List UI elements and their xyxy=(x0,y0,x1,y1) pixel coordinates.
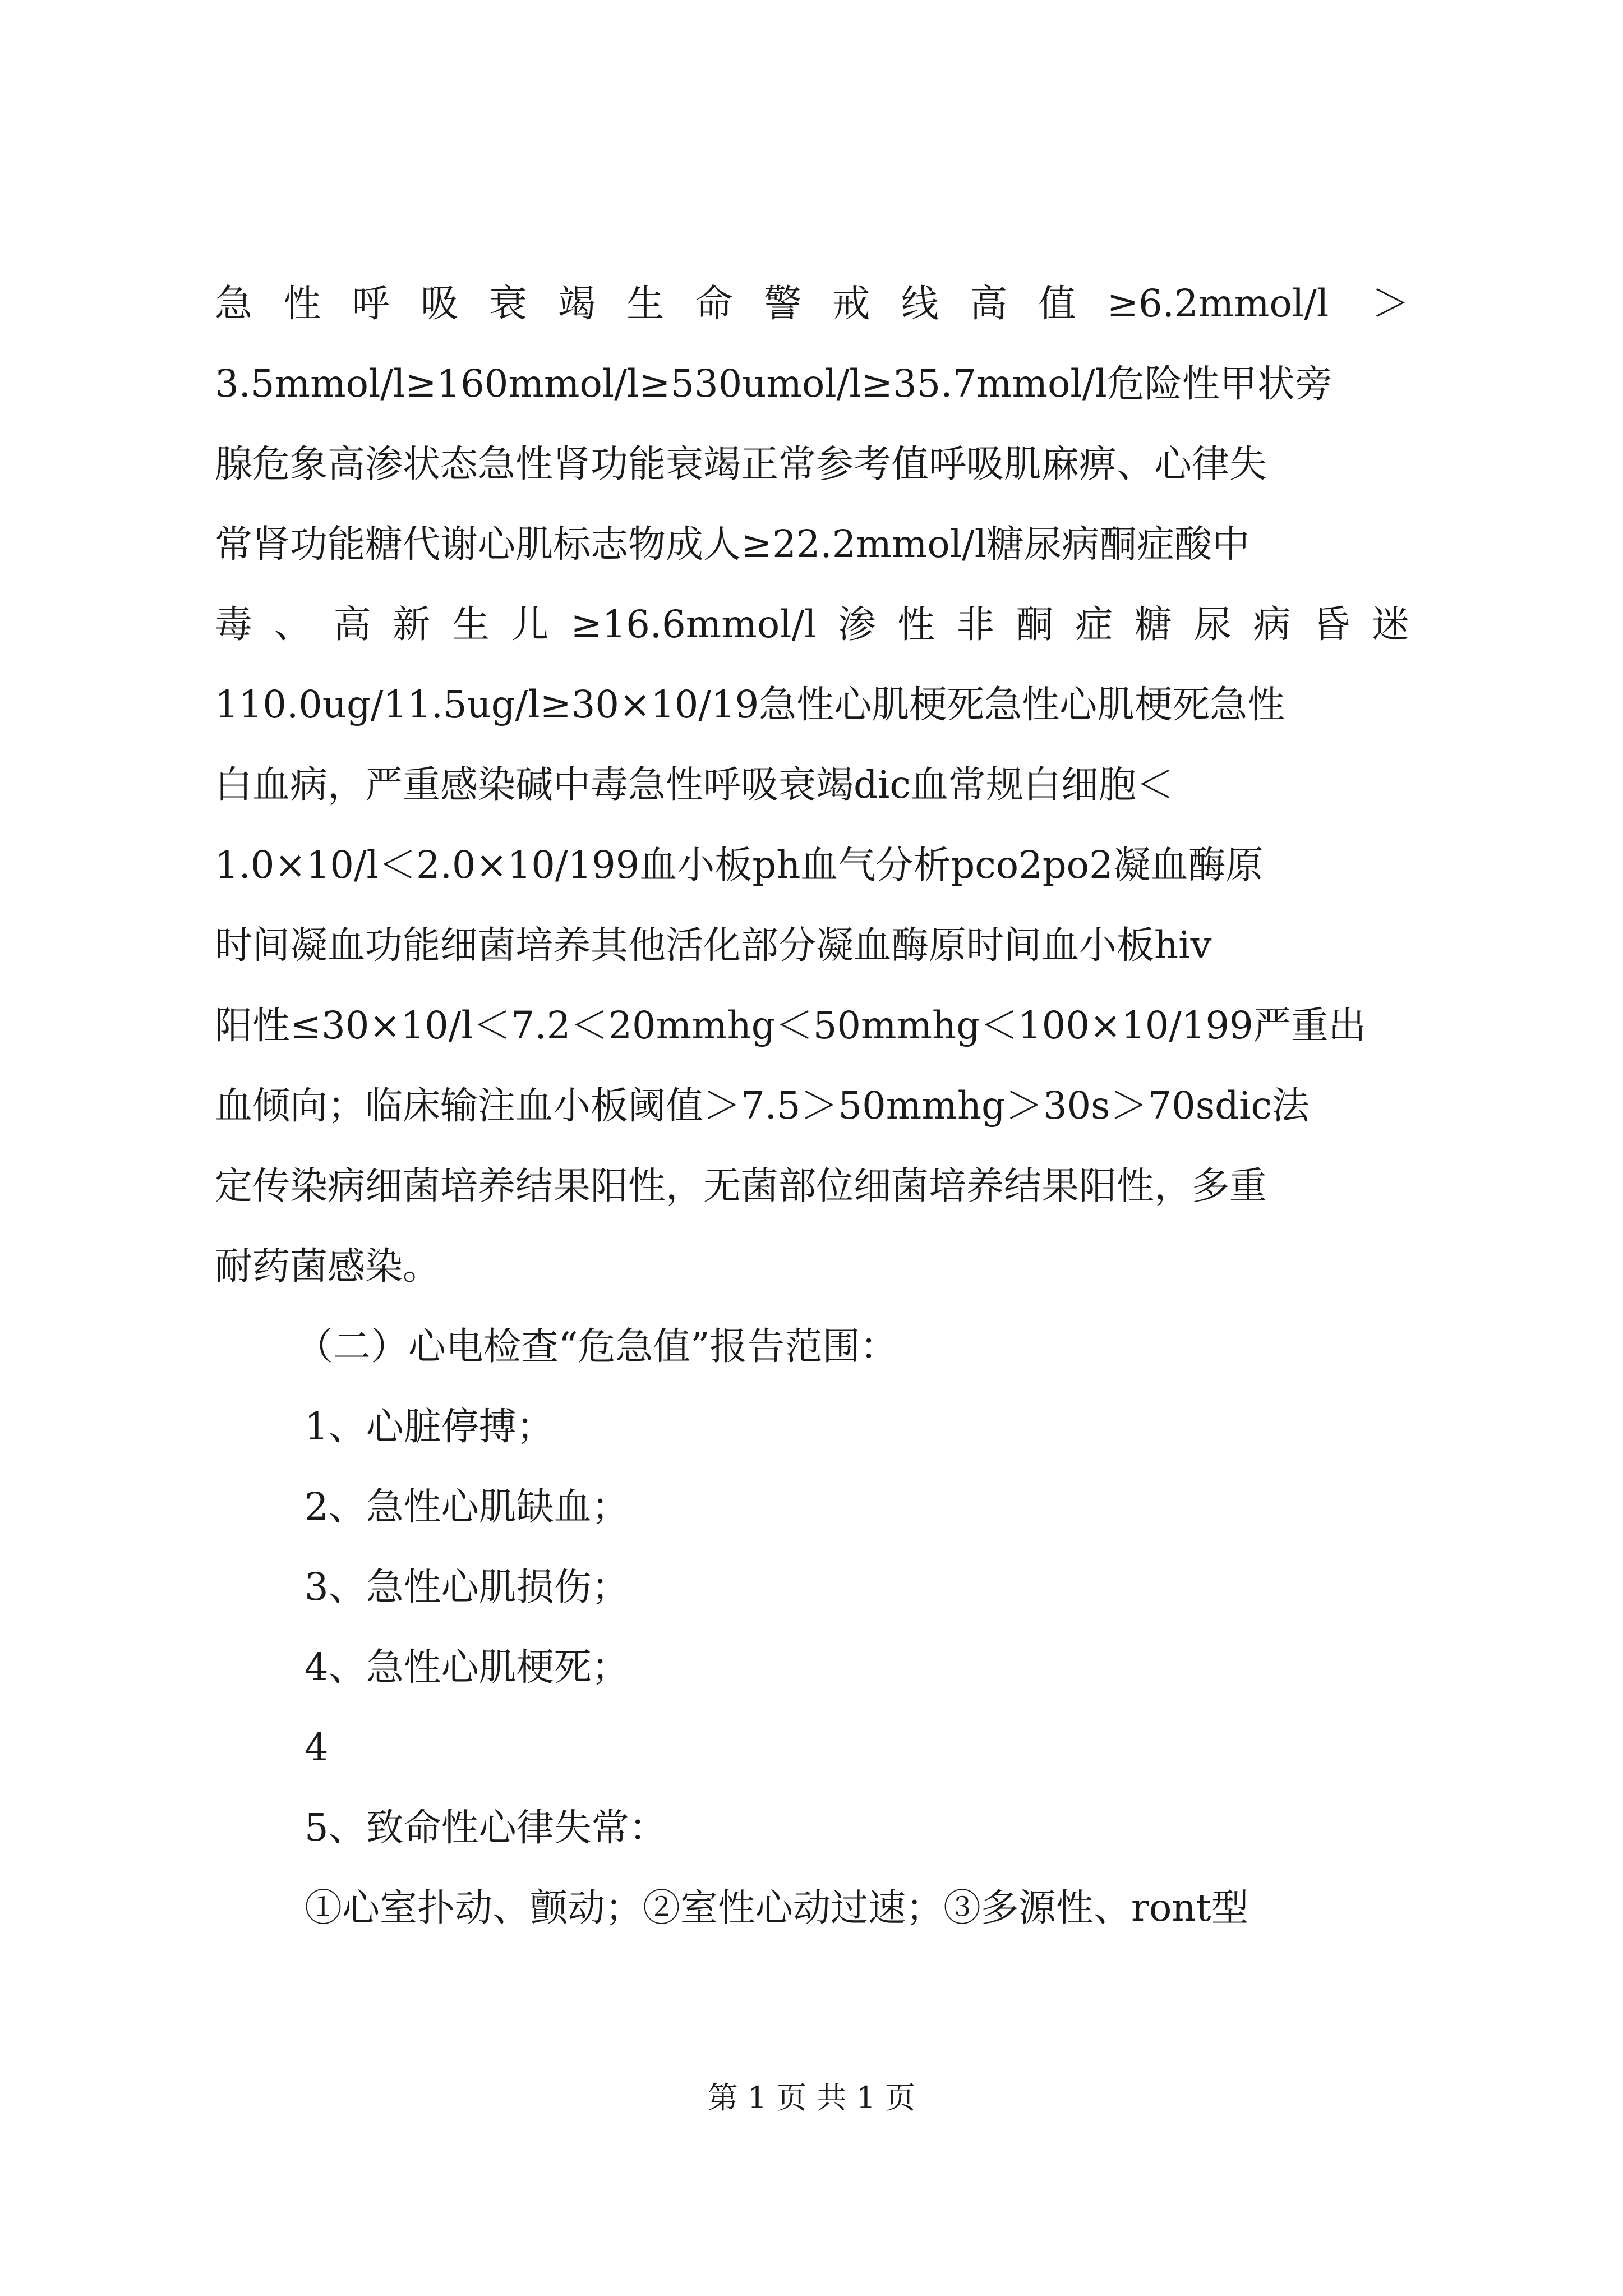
section-heading: （二）心电检查“危急值”报告范围： xyxy=(296,1324,898,1368)
paragraph-line: 时间凝血功能细菌培养其他活化部分凝血酶原时间血小板hiv xyxy=(215,923,1212,967)
paragraph-line: 急性呼吸衰竭生命警戒线高值≥6.2mmol/l ＞ xyxy=(215,282,1409,325)
paragraph-line: 腺危象高渗状态急性肾功能衰竭正常参考值呼吸肌麻痹、心律失 xyxy=(215,442,1267,486)
paragraph-line: 1.0×10/l＜2.0×10/199血小板ph血气分析pco2po2凝血酶原 xyxy=(215,843,1264,887)
list-item: 1、心脏停搏； xyxy=(305,1405,554,1448)
list-item: 4 xyxy=(305,1726,329,1769)
paragraph-line: 白血病，严重感染碱中毒急性呼吸衰竭dic血常规白细胞＜ xyxy=(215,763,1174,807)
paragraph-line: ①心室扑动、颤动；②室性心动过速；③多源性、ront型 xyxy=(305,1886,1249,1930)
document-body xyxy=(215,264,1409,1948)
paragraph-line: 耐药菌感染。 xyxy=(215,1244,440,1288)
list-item: 2、急性心肌缺血； xyxy=(305,1485,629,1529)
list-item: 4、急性心肌梗死； xyxy=(305,1645,629,1689)
paragraph-line: 血倾向；临床输注血小板阈值＞7.5＞50mmhg＞30s＞70sdic法 xyxy=(215,1084,1310,1128)
paragraph-line: 定传染病细菌培养结果阳性，无菌部位细菌培养结果阳性，多重 xyxy=(215,1164,1267,1208)
list-item: 5、致命性心律失常： xyxy=(305,1806,667,1849)
paragraph-line: 110.0ug/11.5ug/l≥30×10/19急性心肌梗死急性心肌梗死急性 xyxy=(215,683,1285,726)
paragraph-line: 常肾功能糖代谢心肌标志物成人≥22.2mmol/l糖尿病酮症酸中 xyxy=(215,522,1250,566)
paragraph-line: 3.5mmol/l≥160mmol/l≥530umol/l≥35.7mmol/l危险性甲状旁 xyxy=(215,362,1332,406)
paragraph-line: 阳性≤30×10/l＜7.2＜20mmhg＜50mmhg＜100×10/199严重出 xyxy=(215,1004,1366,1047)
page-footer: 第 1 页 共 1 页 xyxy=(707,2080,916,2115)
paragraph-line: 毒、高新生儿≥16.6mmol/l渗性非酮症糖尿病昏迷 xyxy=(215,602,1409,646)
list-item: 3、急性心肌损伤； xyxy=(305,1565,629,1609)
